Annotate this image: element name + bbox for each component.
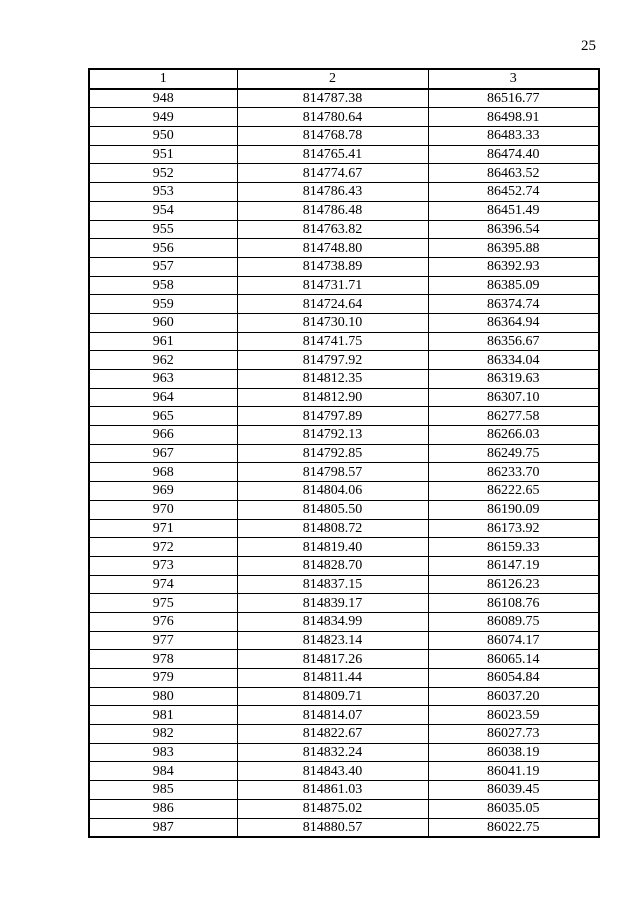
y-coordinate-cell: 86190.09 (428, 500, 599, 519)
y-coordinate-cell: 86147.19 (428, 556, 599, 575)
point-number-cell: 977 (89, 631, 237, 650)
y-coordinate-cell: 86395.88 (428, 239, 599, 258)
y-coordinate-cell: 86065.14 (428, 650, 599, 669)
y-coordinate-cell: 86233.70 (428, 463, 599, 482)
x-coordinate-cell: 814819.40 (237, 538, 428, 557)
table-row (89, 594, 599, 613)
table-row (89, 351, 599, 370)
x-coordinate-cell: 814834.99 (237, 612, 428, 631)
table-row (89, 332, 599, 351)
table-row (89, 89, 599, 108)
point-number-cell: 985 (89, 781, 237, 800)
x-coordinate-cell: 814828.70 (237, 556, 428, 575)
y-coordinate-cell: 86463.52 (428, 164, 599, 183)
x-coordinate-cell: 814875.02 (237, 799, 428, 818)
x-coordinate-cell: 814792.13 (237, 426, 428, 445)
y-coordinate-cell: 86041.19 (428, 762, 599, 781)
x-coordinate-cell: 814738.89 (237, 257, 428, 276)
y-coordinate-cell: 86277.58 (428, 407, 599, 426)
x-coordinate-cell: 814805.50 (237, 500, 428, 519)
table-row (89, 145, 599, 164)
y-coordinate-cell: 86022.75 (428, 818, 599, 837)
x-coordinate-cell: 814724.64 (237, 295, 428, 314)
table-row (89, 818, 599, 837)
coordinates-table (88, 68, 600, 838)
x-coordinate-cell: 814809.71 (237, 687, 428, 706)
column-header-3: 3 (428, 69, 599, 89)
page-number: 25 (581, 38, 596, 54)
x-coordinate-cell: 814774.67 (237, 164, 428, 183)
table-row (89, 669, 599, 688)
point-number-cell: 971 (89, 519, 237, 538)
table-row (89, 164, 599, 183)
table-row (89, 426, 599, 445)
y-coordinate-cell: 86037.20 (428, 687, 599, 706)
point-number-cell: 955 (89, 220, 237, 239)
x-coordinate-cell: 814731.71 (237, 276, 428, 295)
point-number-cell: 958 (89, 276, 237, 295)
point-number-cell: 965 (89, 407, 237, 426)
y-coordinate-cell: 86027.73 (428, 725, 599, 744)
point-number-cell: 954 (89, 201, 237, 220)
y-coordinate-cell: 86173.92 (428, 519, 599, 538)
y-coordinate-cell: 86356.67 (428, 332, 599, 351)
point-number-cell: 960 (89, 313, 237, 332)
table-row (89, 519, 599, 538)
table-row (89, 631, 599, 650)
y-coordinate-cell: 86108.76 (428, 594, 599, 613)
x-coordinate-cell: 814804.06 (237, 482, 428, 501)
y-coordinate-cell: 86334.04 (428, 351, 599, 370)
x-coordinate-cell: 814822.67 (237, 725, 428, 744)
point-number-cell: 974 (89, 575, 237, 594)
point-number-cell: 970 (89, 500, 237, 519)
table-row (89, 612, 599, 631)
table-row (89, 370, 599, 389)
y-coordinate-cell: 86451.49 (428, 201, 599, 220)
point-number-cell: 962 (89, 351, 237, 370)
x-coordinate-cell: 814748.80 (237, 239, 428, 258)
table-row (89, 127, 599, 146)
point-number-cell: 983 (89, 743, 237, 762)
point-number-cell: 948 (89, 89, 237, 108)
point-number-cell: 979 (89, 669, 237, 688)
x-coordinate-cell: 814786.48 (237, 201, 428, 220)
y-coordinate-cell: 86474.40 (428, 145, 599, 164)
x-coordinate-cell: 814792.85 (237, 444, 428, 463)
point-number-cell: 980 (89, 687, 237, 706)
point-number-cell: 951 (89, 145, 237, 164)
table-row (89, 762, 599, 781)
point-number-cell: 956 (89, 239, 237, 258)
table-row (89, 407, 599, 426)
table-row (89, 239, 599, 258)
point-number-cell: 978 (89, 650, 237, 669)
x-coordinate-cell: 814765.41 (237, 145, 428, 164)
y-coordinate-cell: 86023.59 (428, 706, 599, 725)
x-coordinate-cell: 814786.43 (237, 183, 428, 202)
y-coordinate-cell: 86392.93 (428, 257, 599, 276)
point-number-cell: 953 (89, 183, 237, 202)
x-coordinate-cell: 814741.75 (237, 332, 428, 351)
x-coordinate-cell: 814839.17 (237, 594, 428, 613)
point-number-cell: 949 (89, 108, 237, 127)
table-row (89, 725, 599, 744)
point-number-cell: 981 (89, 706, 237, 725)
table-row (89, 276, 599, 295)
y-coordinate-cell: 86364.94 (428, 313, 599, 332)
point-number-cell: 957 (89, 257, 237, 276)
y-coordinate-cell: 86035.05 (428, 799, 599, 818)
x-coordinate-cell: 814763.82 (237, 220, 428, 239)
point-number-cell: 987 (89, 818, 237, 837)
table-row (89, 295, 599, 314)
point-number-cell: 952 (89, 164, 237, 183)
x-coordinate-cell: 814730.10 (237, 313, 428, 332)
y-coordinate-cell: 86266.03 (428, 426, 599, 445)
x-coordinate-cell: 814780.64 (237, 108, 428, 127)
table-row (89, 781, 599, 800)
x-coordinate-cell: 814880.57 (237, 818, 428, 837)
x-coordinate-cell: 814798.57 (237, 463, 428, 482)
table-row (89, 538, 599, 557)
y-coordinate-cell: 86483.33 (428, 127, 599, 146)
point-number-cell: 975 (89, 594, 237, 613)
table-row (89, 463, 599, 482)
y-coordinate-cell: 86452.74 (428, 183, 599, 202)
point-number-cell: 986 (89, 799, 237, 818)
x-coordinate-cell: 814797.89 (237, 407, 428, 426)
table-row (89, 706, 599, 725)
x-coordinate-cell: 814812.35 (237, 370, 428, 389)
y-coordinate-cell: 86374.74 (428, 295, 599, 314)
point-number-cell: 968 (89, 463, 237, 482)
y-coordinate-cell: 86319.63 (428, 370, 599, 389)
table-row (89, 257, 599, 276)
y-coordinate-cell: 86307.10 (428, 388, 599, 407)
point-number-cell: 961 (89, 332, 237, 351)
table-row (89, 650, 599, 669)
y-coordinate-cell: 86074.17 (428, 631, 599, 650)
x-coordinate-cell: 814861.03 (237, 781, 428, 800)
table-row (89, 687, 599, 706)
y-coordinate-cell: 86159.33 (428, 538, 599, 557)
x-coordinate-cell: 814768.78 (237, 127, 428, 146)
x-coordinate-cell: 814787.38 (237, 89, 428, 108)
table-row (89, 500, 599, 519)
y-coordinate-cell: 86516.77 (428, 89, 599, 108)
point-number-cell: 976 (89, 612, 237, 631)
table-row (89, 388, 599, 407)
table-row (89, 743, 599, 762)
table-row (89, 575, 599, 594)
y-coordinate-cell: 86126.23 (428, 575, 599, 594)
x-coordinate-cell: 814832.24 (237, 743, 428, 762)
table-row (89, 108, 599, 127)
point-number-cell: 984 (89, 762, 237, 781)
x-coordinate-cell: 814812.90 (237, 388, 428, 407)
y-coordinate-cell: 86396.54 (428, 220, 599, 239)
table-body (89, 89, 599, 838)
column-header-2: 2 (237, 69, 428, 89)
table-row (89, 482, 599, 501)
y-coordinate-cell: 86222.65 (428, 482, 599, 501)
y-coordinate-cell: 86498.91 (428, 108, 599, 127)
point-number-cell: 966 (89, 426, 237, 445)
point-number-cell: 950 (89, 127, 237, 146)
table-row (89, 183, 599, 202)
y-coordinate-cell: 86054.84 (428, 669, 599, 688)
x-coordinate-cell: 814811.44 (237, 669, 428, 688)
table-row (89, 799, 599, 818)
x-coordinate-cell: 814823.14 (237, 631, 428, 650)
point-number-cell: 967 (89, 444, 237, 463)
x-coordinate-cell: 814837.15 (237, 575, 428, 594)
point-number-cell: 959 (89, 295, 237, 314)
y-coordinate-cell: 86039.45 (428, 781, 599, 800)
y-coordinate-cell: 86249.75 (428, 444, 599, 463)
column-header-1: 1 (89, 69, 237, 89)
point-number-cell: 963 (89, 370, 237, 389)
x-coordinate-cell: 814817.26 (237, 650, 428, 669)
point-number-cell: 982 (89, 725, 237, 744)
point-number-cell: 972 (89, 538, 237, 557)
y-coordinate-cell: 86385.09 (428, 276, 599, 295)
point-number-cell: 973 (89, 556, 237, 575)
x-coordinate-cell: 814808.72 (237, 519, 428, 538)
x-coordinate-cell: 814797.92 (237, 351, 428, 370)
y-coordinate-cell: 86038.19 (428, 743, 599, 762)
table-row (89, 313, 599, 332)
point-number-cell: 969 (89, 482, 237, 501)
point-number-cell: 964 (89, 388, 237, 407)
x-coordinate-cell: 814814.07 (237, 706, 428, 725)
table-row (89, 444, 599, 463)
x-coordinate-cell: 814843.40 (237, 762, 428, 781)
table-row (89, 556, 599, 575)
table-header-row (89, 69, 599, 89)
table-row (89, 220, 599, 239)
y-coordinate-cell: 86089.75 (428, 612, 599, 631)
table-row (89, 201, 599, 220)
